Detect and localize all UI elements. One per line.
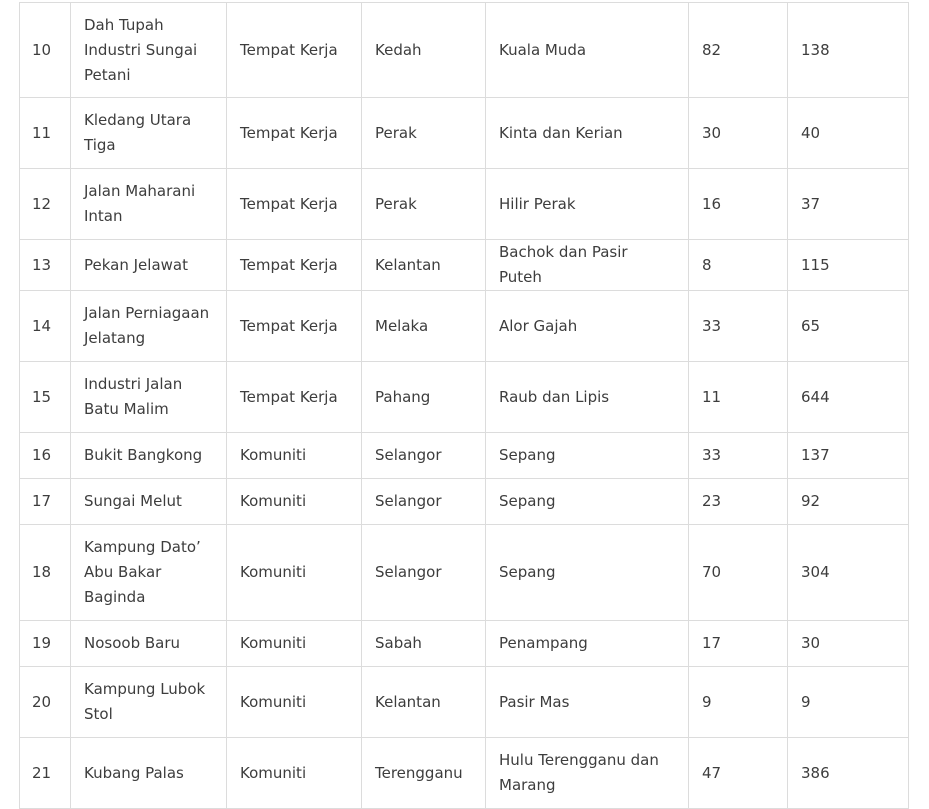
table-row bbox=[20, 433, 909, 479]
table-row bbox=[20, 169, 909, 240]
cluster-district: Kuala Muda bbox=[486, 3, 689, 98]
cluster-category: Tempat Kerja bbox=[227, 3, 362, 98]
cluster-state: Kelantan bbox=[362, 667, 486, 738]
cluster-value-b: 65 bbox=[788, 291, 909, 362]
cluster-district: Hulu Terengganu dan Marang bbox=[486, 738, 689, 809]
row-number: 10 bbox=[20, 3, 71, 98]
cluster-value-a: 17 bbox=[689, 621, 788, 667]
cluster-district: Raub dan Lipis bbox=[486, 362, 689, 433]
table-row bbox=[20, 3, 909, 98]
cluster-name: Bukit Bangkong bbox=[71, 433, 227, 479]
cluster-state: Kelantan bbox=[362, 240, 486, 291]
table-row bbox=[20, 98, 909, 169]
cluster-value-b: 115 bbox=[788, 240, 909, 291]
cluster-district: Sepang bbox=[486, 479, 689, 525]
row-number: 15 bbox=[20, 362, 71, 433]
cluster-state: Pahang bbox=[362, 362, 486, 433]
cluster-value-b: 137 bbox=[788, 433, 909, 479]
table-row bbox=[20, 479, 909, 525]
table-row bbox=[20, 738, 909, 809]
cluster-value-b: 30 bbox=[788, 621, 909, 667]
cluster-value-b: 9 bbox=[788, 667, 909, 738]
cluster-name: Industri Jalan Batu Malim bbox=[71, 362, 227, 433]
cluster-category: Komuniti bbox=[227, 525, 362, 621]
cluster-value-b: 386 bbox=[788, 738, 909, 809]
cluster-name: Jalan Perniagaan Jelatang bbox=[71, 291, 227, 362]
cluster-value-b: 138 bbox=[788, 3, 909, 98]
cluster-value-a: 9 bbox=[689, 667, 788, 738]
cluster-state: Selangor bbox=[362, 433, 486, 479]
row-number: 12 bbox=[20, 169, 71, 240]
cluster-value-a: 47 bbox=[689, 738, 788, 809]
cluster-district: Pasir Mas bbox=[486, 667, 689, 738]
cluster-name: Kubang Palas bbox=[71, 738, 227, 809]
cluster-category: Tempat Kerja bbox=[227, 240, 362, 291]
cluster-value-b: 92 bbox=[788, 479, 909, 525]
row-number: 16 bbox=[20, 433, 71, 479]
cluster-state: Selangor bbox=[362, 525, 486, 621]
row-number: 19 bbox=[20, 621, 71, 667]
cluster-name: Sungai Melut bbox=[71, 479, 227, 525]
cluster-district: Sepang bbox=[486, 433, 689, 479]
cluster-name: Jalan Maharani Intan bbox=[71, 169, 227, 240]
cluster-category: Tempat Kerja bbox=[227, 98, 362, 169]
cluster-state: Perak bbox=[362, 98, 486, 169]
row-number: 18 bbox=[20, 525, 71, 621]
cluster-value-b: 40 bbox=[788, 98, 909, 169]
table-row bbox=[20, 362, 909, 433]
cluster-district: Kinta dan Kerian bbox=[486, 98, 689, 169]
table-row bbox=[20, 525, 909, 621]
cluster-value-a: 33 bbox=[689, 433, 788, 479]
cluster-state: Terengganu bbox=[362, 738, 486, 809]
cluster-state: Melaka bbox=[362, 291, 486, 362]
cluster-category: Komuniti bbox=[227, 479, 362, 525]
cluster-category: Tempat Kerja bbox=[227, 291, 362, 362]
cluster-name: Kampung Lubok Stol bbox=[71, 667, 227, 738]
cluster-category: Tempat Kerja bbox=[227, 362, 362, 433]
cluster-value-a: 70 bbox=[689, 525, 788, 621]
cluster-value-a: 11 bbox=[689, 362, 788, 433]
cluster-state: Kedah bbox=[362, 3, 486, 98]
cluster-category: Komuniti bbox=[227, 738, 362, 809]
cluster-value-a: 82 bbox=[689, 3, 788, 98]
row-number: 11 bbox=[20, 98, 71, 169]
cluster-category: Komuniti bbox=[227, 621, 362, 667]
cluster-state: Perak bbox=[362, 169, 486, 240]
table-row bbox=[20, 667, 909, 738]
cluster-district: Sepang bbox=[486, 525, 689, 621]
table-row bbox=[20, 240, 909, 291]
row-number: 17 bbox=[20, 479, 71, 525]
cluster-value-b: 37 bbox=[788, 169, 909, 240]
table-row bbox=[20, 291, 909, 362]
cluster-category: Komuniti bbox=[227, 667, 362, 738]
cluster-table bbox=[19, 2, 909, 809]
row-number: 13 bbox=[20, 240, 71, 291]
cluster-district: Hilir Perak bbox=[486, 169, 689, 240]
cluster-state: Sabah bbox=[362, 621, 486, 667]
row-number: 14 bbox=[20, 291, 71, 362]
row-number: 21 bbox=[20, 738, 71, 809]
cluster-name: Kledang Utara Tiga bbox=[71, 98, 227, 169]
cluster-value-b: 304 bbox=[788, 525, 909, 621]
table-row bbox=[20, 621, 909, 667]
cluster-name: Pekan Jelawat bbox=[71, 240, 227, 291]
cluster-district: Bachok dan Pasir Puteh bbox=[486, 240, 689, 291]
row-number: 20 bbox=[20, 667, 71, 738]
cluster-district: Penampang bbox=[486, 621, 689, 667]
cluster-value-a: 33 bbox=[689, 291, 788, 362]
cluster-category: Tempat Kerja bbox=[227, 169, 362, 240]
cluster-name: Nosoob Baru bbox=[71, 621, 227, 667]
cluster-name: Dah Tupah Industri Sungai Petani bbox=[71, 3, 227, 98]
cluster-district: Alor Gajah bbox=[486, 291, 689, 362]
cluster-table-container bbox=[19, 2, 908, 809]
cluster-value-a: 8 bbox=[689, 240, 788, 291]
cluster-state: Selangor bbox=[362, 479, 486, 525]
cluster-category: Komuniti bbox=[227, 433, 362, 479]
cluster-value-a: 30 bbox=[689, 98, 788, 169]
cluster-value-b: 644 bbox=[788, 362, 909, 433]
cluster-name: Kampung Dato’ Abu Bakar Baginda bbox=[71, 525, 227, 621]
cluster-value-a: 23 bbox=[689, 479, 788, 525]
cluster-value-a: 16 bbox=[689, 169, 788, 240]
